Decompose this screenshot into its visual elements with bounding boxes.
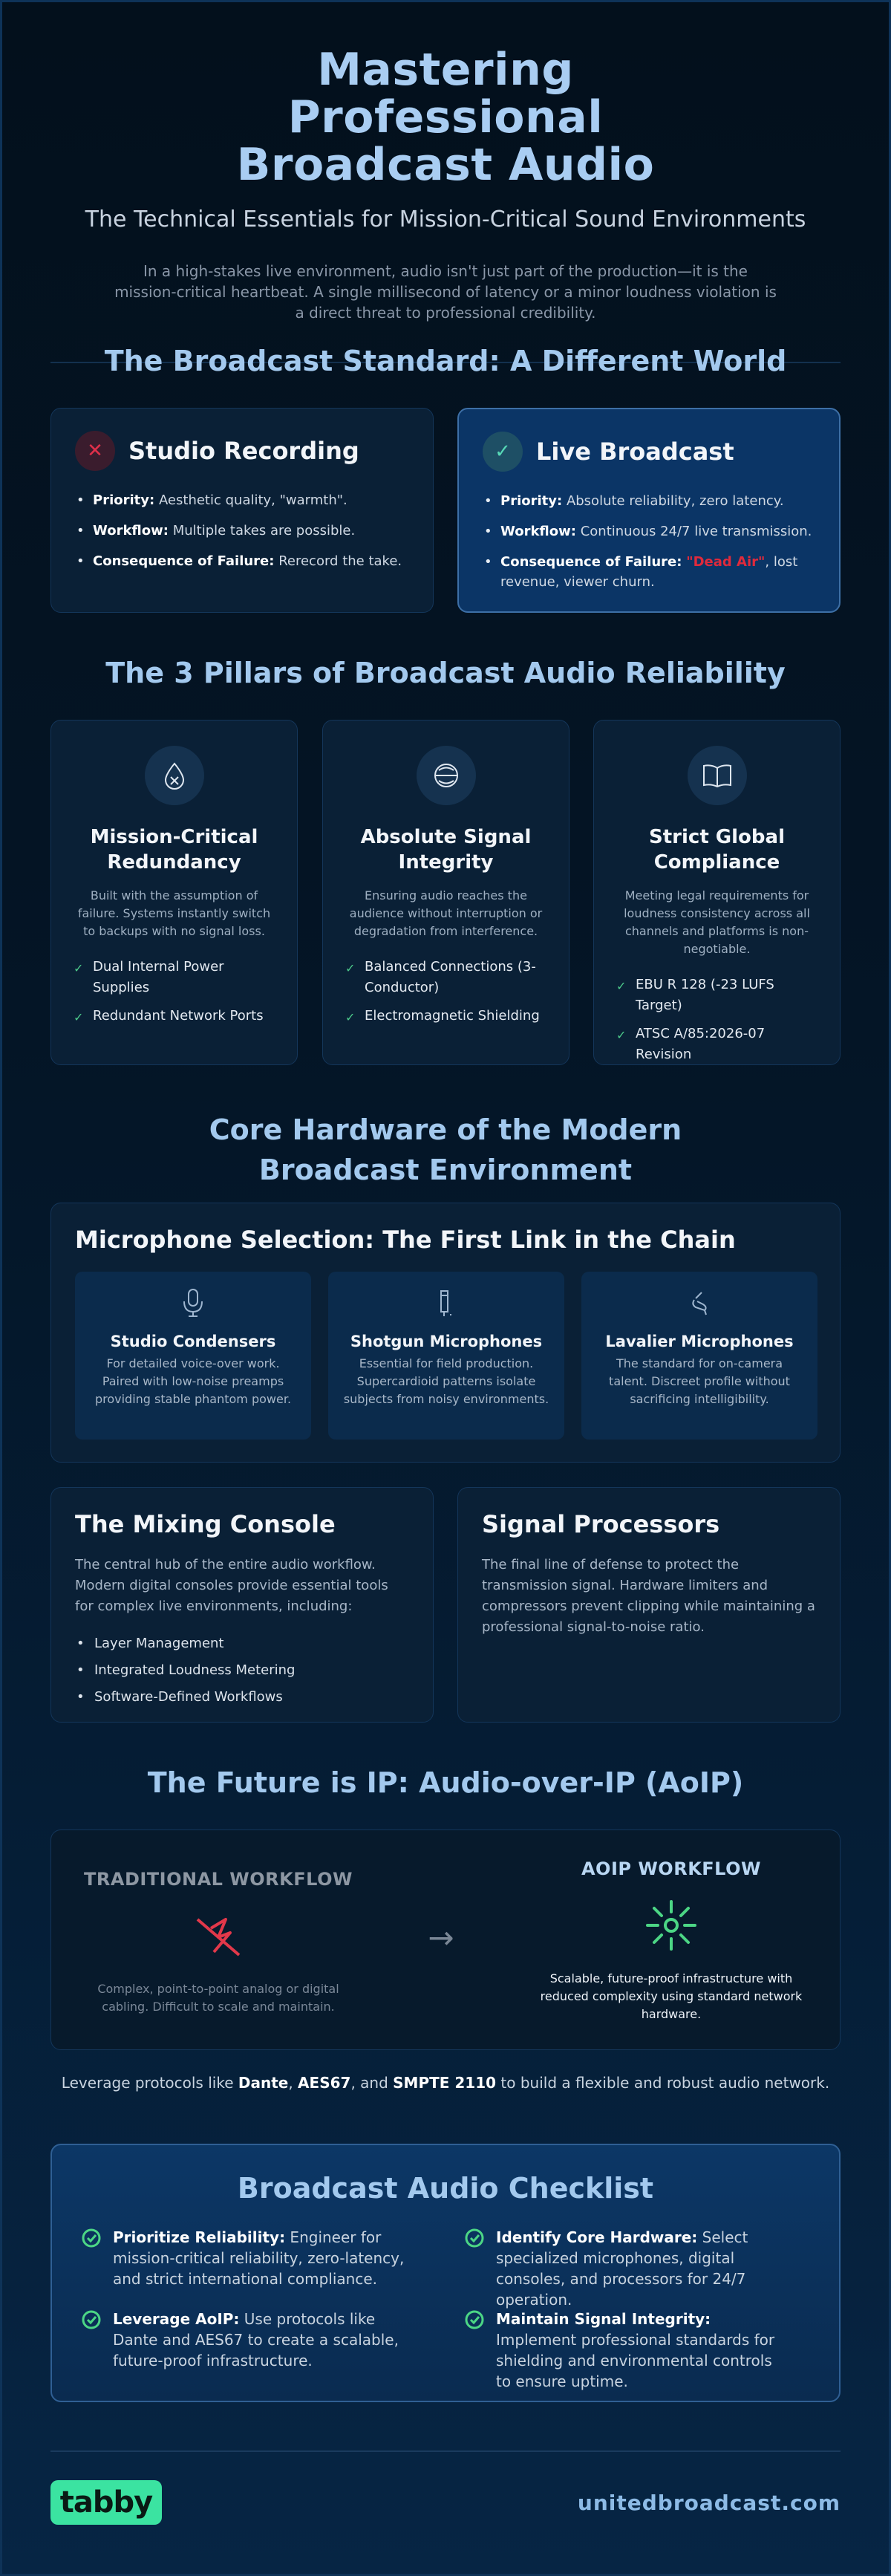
- mic-desc: Essential for field production. Supercardioid patterns isolate subjects from noisy environments.: [343, 1356, 549, 1406]
- broken-cable-icon: [189, 1906, 248, 1965]
- site-link[interactable]: unitedbroadcast.com: [577, 2491, 841, 2515]
- protocol-note: Leverage protocols like Dante, AES67, and SMPTE 2110 to build a flexible and robust audio network.: [61, 2074, 830, 2092]
- network-hub-icon: [642, 1896, 701, 1955]
- check-circle-icon: [82, 2228, 101, 2248]
- protocol-dante: Dante: [238, 2074, 289, 2092]
- check-circle-icon: [465, 2228, 484, 2248]
- list-item: • Priority: Absolute reliability, zero latency.: [483, 491, 818, 511]
- pillar-card: [322, 720, 569, 1065]
- checklist-item: Prioritize Reliability: Engineer for mission-critical reliability, zero-latency, and strict international compliance.: [82, 2227, 408, 2289]
- divider: [50, 2450, 841, 2452]
- mic-card: [328, 1272, 564, 1440]
- aoip-desc: Scalable, future-proof infrastructure with reduced complexity using standard network hardware.: [540, 1971, 803, 2021]
- microphone-card: [50, 1203, 841, 1463]
- list-item: • Workflow: Multiple takes are possible.: [75, 521, 412, 541]
- page-subtitle: The Technical Essentials for Mission-Critical Sound Environments: [85, 206, 806, 232]
- list-item: • Consequence of Failure: Rerecord the take.: [75, 551, 412, 571]
- processors-desc: The final line of defense to protect the transmission signal. Hardware limiters and compressors prevent clipping while maintaining a professional signal-to-noise ratio.: [482, 1557, 815, 1635]
- mic-desc: For detailed voice-over work. Paired with low-noise preamps providing stable phantom power.: [94, 1356, 292, 1406]
- hero: [50, 0, 841, 323]
- shotgun-mic-icon: [328, 1288, 564, 1318]
- check-circle-icon: [465, 2310, 484, 2329]
- check-item: ✓ ATSC A/85:2026-07 Revision: [616, 1024, 820, 1065]
- check-item: ✓ Redundant Network Ports: [74, 1006, 278, 1027]
- drop-x-icon: [145, 746, 204, 805]
- studio-recording-card: [50, 408, 434, 613]
- protocol-smpte: SMPTE 2110: [393, 2074, 497, 2092]
- checklist-card: [50, 2144, 841, 2402]
- aoip-title: The Future is IP: Audio-over-IP (AoIP): [147, 1766, 744, 1799]
- mic-card: [581, 1272, 817, 1440]
- mic-title: Studio Condensers: [110, 1333, 276, 1350]
- list-item: • Priority: Aesthetic quality, "warmth".: [75, 490, 412, 510]
- console-desc: The central hub of the entire audio workflow. Modern digital consoles provide essential tools for complex live environments, including:: [75, 1557, 388, 1614]
- processors-title: Signal Processors: [482, 1510, 720, 1538]
- pillar-desc: Built with the assumption of failure. Systems instantly switch to backups with no signal loss.: [77, 888, 271, 938]
- pillar-card: [593, 720, 841, 1065]
- check-item: ✓ Balanced Connections (3-Conductor): [345, 957, 549, 998]
- checklist-item: Leverage AoIP: Use protocols like Dante and AES67 to create a scalable, future-proof infrastructure.: [82, 2309, 408, 2371]
- list-item: • Consequence of Failure: "Dead Air", lost revenue, viewer churn.: [483, 552, 818, 592]
- lavalier-mic-icon: [581, 1288, 817, 1318]
- arrow-icon: →: [428, 1919, 454, 1956]
- check-item: ✓ EBU R 128 (-23 LUFS Target): [616, 975, 820, 1016]
- list-item: • Integrated Loudness Metering: [75, 1660, 409, 1681]
- dead-air-highlight: "Dead Air": [686, 554, 766, 570]
- aoip-card: [50, 1829, 841, 2050]
- mic-title: Lavalier Microphones: [605, 1333, 794, 1350]
- x-icon: ✕: [75, 431, 115, 471]
- book-icon: [688, 746, 747, 805]
- list-item: • Software-Defined Workflows: [75, 1687, 409, 1708]
- standard-title: The Broadcast Standard: A Different World: [104, 345, 787, 377]
- signal-processors-card: [457, 1487, 841, 1723]
- list-item: • Workflow: Continuous 24/7 live transmission.: [483, 521, 818, 541]
- check-item: ✓ Electromagnetic Shielding: [345, 1006, 549, 1027]
- mic-title: Shotgun Microphones: [350, 1333, 543, 1350]
- studio-title: Studio Recording: [128, 437, 359, 465]
- microphone-icon: [75, 1288, 311, 1318]
- mic-card: [75, 1272, 311, 1440]
- pillar-card: [50, 720, 298, 1065]
- tabby-logo[interactable]: tabby: [50, 2480, 162, 2525]
- pillar-title: Strict Global Compliance: [649, 826, 785, 874]
- pillar-desc: Ensuring audio reaches the audience without interruption or degradation from interference.: [349, 888, 543, 938]
- traditional-label: TRADITIONAL WORKFLOW: [84, 1869, 353, 1890]
- check-icon: ✓: [483, 432, 523, 472]
- page-title: Mastering Professional Broadcast Audio: [236, 44, 655, 191]
- check-circle-icon: [82, 2310, 101, 2329]
- live-title: Live Broadcast: [536, 438, 734, 466]
- protocol-aes67: AES67: [298, 2074, 351, 2092]
- shield-circle-icon: [417, 746, 476, 805]
- console-title: The Mixing Console: [75, 1510, 336, 1538]
- aoip-label: AOIP WORKFLOW: [581, 1858, 761, 1879]
- intro-text: In a high-stakes live environment, audio isn't just part of the production—it is the mission-critical heartbeat. A single millisecond of latency or a minor loudness violation is a direct threat to professional credibility.: [114, 262, 777, 322]
- checklist-item: Maintain Signal Integrity: Implement professional standards for shielding and environmental controls to ensure uptime.: [465, 2309, 792, 2392]
- traditional-desc: Complex, point-to-point analog or digital cabling. Difficult to scale and maintain.: [97, 1982, 339, 2014]
- checklist-title: Broadcast Audio Checklist: [237, 2172, 654, 2205]
- hardware-title: Core Hardware of the Modern Broadcast Environment: [209, 1113, 682, 1186]
- mic-desc: The standard for on-camera talent. Discreet profile without sacrificing intelligibility.: [609, 1356, 790, 1406]
- live-broadcast-card: [457, 408, 841, 613]
- pillar-title: Absolute Signal Integrity: [360, 826, 532, 874]
- check-item: ✓ Dual Internal Power Supplies: [74, 957, 278, 998]
- pillar-desc: Meeting legal requirements for loudness consistency across all channels and platforms is non-negotiable.: [624, 888, 810, 956]
- checklist-item: Identify Core Hardware: Select specialized microphones, digital consoles, and processors for 24/7 operation.: [465, 2227, 792, 2310]
- list-item: • Layer Management: [75, 1633, 409, 1654]
- pillars-title: The 3 Pillars of Broadcast Audio Reliability: [105, 657, 786, 689]
- microphone-title: Microphone Selection: The First Link in the Chain: [75, 1226, 736, 1254]
- pillar-title: Mission-Critical Redundancy: [90, 826, 258, 874]
- mixing-console-card: [50, 1487, 434, 1723]
